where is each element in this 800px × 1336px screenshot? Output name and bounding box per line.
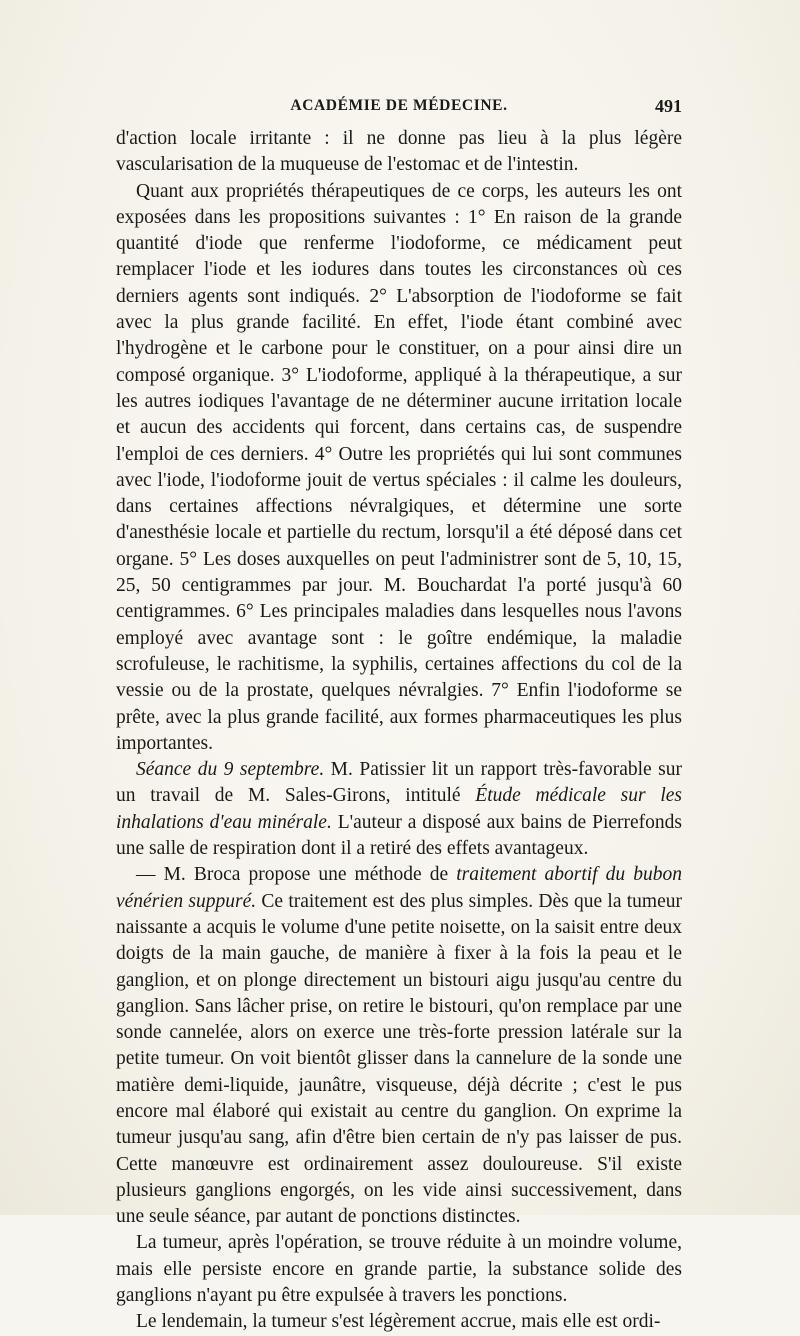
method-title: traitement abortif du bubon vénérien suppuré. bbox=[116, 864, 682, 912]
work-title: Étude médicale sur les inhalations d'eau minérale. bbox=[116, 785, 682, 833]
page-number: 491 bbox=[655, 96, 682, 116]
page-header bbox=[116, 96, 682, 120]
paragraph-next-day: Le lendemain, la tumeur s'est légèrement accrue, mais elle est ordi- bbox=[136, 1311, 661, 1333]
running-head: ACADÉMIE DE MÉDECINE. bbox=[290, 97, 508, 114]
paragraph-continuation: d'action locale irritante : il ne donne pas lieu à la plus légère vascularisation de la muqueuse de l'estomac et de l'intestin. bbox=[116, 128, 682, 176]
seance-date-label: Séance du 9 septembre. bbox=[136, 759, 325, 781]
seance-text-b: L'auteur a disposé aux bains de Pierrefonds une salle de respiration dont il a retiré des effets avantageux. bbox=[116, 811, 683, 860]
paragraph-broca-method bbox=[116, 862, 682, 1230]
broca-text-b: Ce traitement est des plus simples. Dès que la tumeur naissante a acquis le volume d'une petite noisette, on la saisit entre deux doigts de la main gauche, de manière à fixer à la fois la peau et le ganglion, et on plonge directement un bistouri aigu jusqu'au centre du ganglion. Sans lâcher prise, on retire le bistouri, qu'on remplace par une sonde cannelée, alors on exerce une très-forte pression latérale sur la petite tumeur. On voit bientôt glisser dans la cannelure de la sonde une matière demi-liquide, jaunâtre, visqueuse, déjà décrite ; c'est le pus encore mal élaboré qui existait au centre du ganglion. On exprime la tumeur jusqu'au sang, afin d'être bien certain de n'y pas laisser de pus. Cette manœuvre est ordinairement assez douloureuse. S'il existe plusieurs ganglions engorgés, on les vide ainsi successivement, dans une seule séance, par autant de ponctions distinctes. bbox=[116, 890, 682, 1228]
broca-text-a: — M. Broca propose une méthode de bbox=[136, 864, 457, 886]
paragraph-after-operation: La tumeur, après l'opération, se trouve réduite à un moindre volume, mais elle persiste encore en grande partie, la substance solide des ganglions n'ayant pu être expulsée à travers les ponctions. bbox=[116, 1232, 682, 1307]
body-text bbox=[116, 126, 682, 1336]
seance-text-a: M. Patissier lit un rapport très-favorable sur un travail de M. Sales-Girons, intitulé bbox=[116, 759, 682, 807]
paragraph-seance-9-septembre bbox=[116, 757, 682, 862]
paragraph-iodoforme-properties: Quant aux propriétés thérapeutiques de ce corps, les auteurs les ont exposées dans les propositions suivantes : 1° En raison de la grande quantité d'iode que renferme l'iodoforme, ce médicament peut remplacer l'iode et les iodures dans toutes les circonstances où ces derniers agents sont indiqués. 2° L'absorption de l'iodoforme se fait avec la plus grande facilité. En effet, l'iode étant combiné avec l'hydrogène et le carbone pour le constituer, on a pour ainsi dire un composé organique. 3° L'iodoforme, appliqué à la thérapeutique, a sur les autres iodiques l'avantage de ne déterminer aucune irritation locale et aucun des accidents qui forcent, dans certains cas, de suspendre l'emploi de ces derniers. 4° Outre les propriétés qui lui sont communes avec l'iode, l'iodoforme jouit de vertus spéciales : il calme les douleurs, dans certaines affections névralgiques, et détermine une sorte d'anesthésie locale et partielle du rectum, lorsqu'il a été déposé dans cet organe. 5° Les doses auxquelles on peut l'administrer sont de 5, 10, 15, 25, 50 centigrammes par jour. M. Bouchardat l'a porté jusqu'à 60 centigrammes. 6° Les principales maladies dans lesquelles nous l'avons employé avec avantage sont : le goître endémique, la maladie scrofuleuse, le rachitisme, la syphilis, certaines affections du col de la vessie ou de la prostate, quelques névralgies. 7° Enfin l'iodoforme se prête, avec la plus grande facilité, aux formes pharmaceutiques les plus importantes. bbox=[116, 180, 682, 754]
